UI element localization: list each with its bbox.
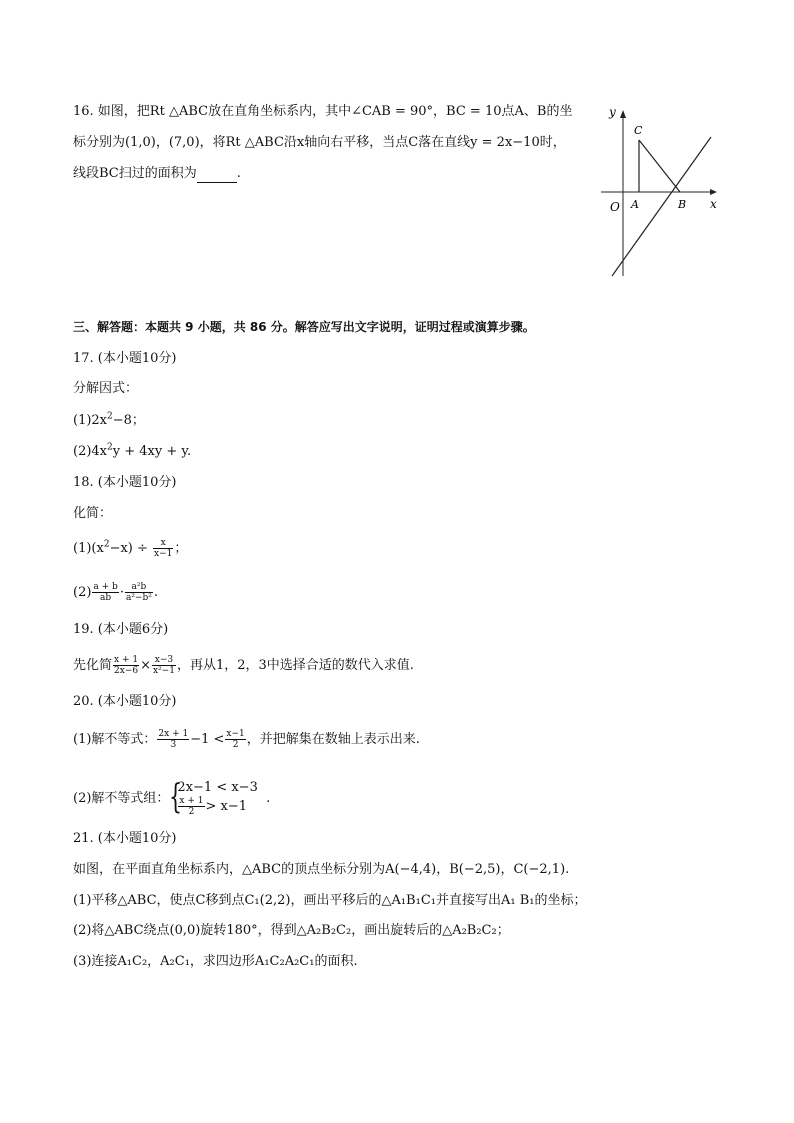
q19-num1: x + 1 [114,655,139,665]
x-axis-arrow [710,189,717,195]
answer-blank [197,170,237,183]
q20-p1-pre: (1)解不等式： [73,732,157,747]
q19-num2: x−3 [152,655,176,666]
segment-bc [639,140,680,192]
q20-p1-fraction1 [157,729,189,750]
q20-p1-fraction2 [225,729,245,750]
system-brace: { [169,777,183,817]
q16-line3-end: . [236,166,241,181]
q17-p2-b: y + 4xy + y. [112,444,192,459]
q18-p1-b: −x) ÷ [109,541,148,556]
q21-intro: 如图，在平面直角坐标系内，△ABC的顶点坐标分别为A(−4,4)，B(−2,5)，C(−2,1). [73,862,570,877]
q17-part2 [73,443,191,461]
q19-pre: 先化简 [73,658,113,673]
q18-part2 [73,582,158,603]
coordinate-figure [598,100,723,280]
q20-part2 [73,777,271,817]
label-c: C [634,124,643,137]
q18-part1 [73,538,187,559]
label-y: y [609,105,616,119]
q20-p1-post: ，并把解集在数轴上表示出来. [246,732,420,747]
q21-part3: (3)连接A₁C₂，A₂C₁，求四边形A₁C₂A₂C₁的面积. [73,954,358,969]
q21-part2: (2)将△ABC绕点(0,0)旋转180°，得到△A₂B₂C₂，画出旋转后的△A₂B₂C₂； [73,923,510,938]
section-heading: 三、解答题：本题共 9 小题，共 86 分。解答应写出文字说明，证明过程或演算步骤。 [73,320,535,334]
q17-intro: 分解因式： [73,381,139,396]
q19-den2: x²−1 [153,666,175,676]
q20-p1-mid: −1 < [190,732,225,747]
q19-body [73,655,414,676]
q16-line2: 标分别为(1,0)，(7,0)，将Rt △ABC沿x轴向右平移，当点C落在直线y = 2x−10时， [73,135,566,150]
q20-header: 20. (本小题10分) [73,694,177,709]
q20-p2-row1: 2x−1 < x−3 [177,780,258,795]
q21-header: 21. (本小题10分) [73,831,177,846]
q20-p2-fraction [178,796,204,817]
q18-p2-den2: a²−b² [125,593,152,603]
q17-p2-sup: 2 [107,442,113,453]
q20-p2-pre: (2)解不等式组： [73,791,170,806]
q20-p1-num2: x−1 [226,729,245,739]
q18-p1-den: x−1 [154,549,173,559]
q16-line1: 16. 如图，把Rt △ABC放在直角坐标系内，其中∠CAB = 90°，BC = 10点A、B的坐 [73,104,573,119]
q20-p1-num1: 2x + 1 [158,729,189,739]
q18-p1-sup: 2 [103,539,110,550]
q18-p1-a: (1)(x [73,541,104,556]
q18-p2-end: . [153,585,158,600]
q20-p1-den2: 2 [232,740,239,750]
q20-p2-den: 2 [188,807,195,817]
label-b: B [678,198,687,211]
label-a: A [631,198,639,211]
q18-p2-fraction1 [92,582,118,603]
q18-p2-num1: a + b [93,582,118,592]
q18-p2-fraction2 [125,582,153,603]
q18-p2-den1: ab [100,593,112,603]
line-y-2x-10 [612,137,711,276]
label-x: x [710,197,717,211]
q19-fraction1 [113,655,139,676]
q21-part1: (1)平移△ABC，使点C移到点C₁(2,2)，画出平移后的△A₁B₁C₁并直接写出A₁ B₁的坐标； [73,893,587,908]
q18-p2-label: (2) [73,585,92,600]
q20-p1-den1: 3 [170,740,177,750]
q18-p1-end: ； [174,541,188,556]
q19-fraction2 [152,655,176,676]
label-o: O [610,200,620,214]
q17-header: 17. (本小题10分) [73,351,177,366]
q20-p2-row2 [177,796,257,817]
q18-p1-fraction [153,538,173,559]
q19-den1: 2x−6 [114,666,139,676]
q17-part1 [73,412,145,430]
q18-p2-dot: · [119,585,124,600]
q17-p2-a: (2)4x [73,444,108,459]
q16-line3-text: 线段BC扫过的面积为 [73,166,197,181]
q17-p1-a: (1)2x [73,413,108,428]
q20-part1 [73,729,420,750]
q19-times: × [140,658,151,673]
q20-p2-num: x + 1 [179,796,204,806]
q18-p1-num: x [153,538,173,549]
inequality-system [169,777,258,817]
q20-p2-row2-post: > x−1 [205,799,248,814]
q17-p1-sup: 2 [107,411,113,422]
q16-line3 [73,165,241,183]
y-axis-arrow [620,110,626,118]
q20-p2-end: . [266,791,271,806]
q17-p1-b: −8； [112,413,145,428]
q18-p2-num2: a²b [125,582,153,593]
q19-header: 19. (本小题6分) [73,622,169,637]
q19-post: ，再从1，2，3中选择合适的数代入求值. [176,658,414,673]
q18-intro: 化简： [73,506,113,521]
q18-header: 18. (本小题10分) [73,475,177,490]
